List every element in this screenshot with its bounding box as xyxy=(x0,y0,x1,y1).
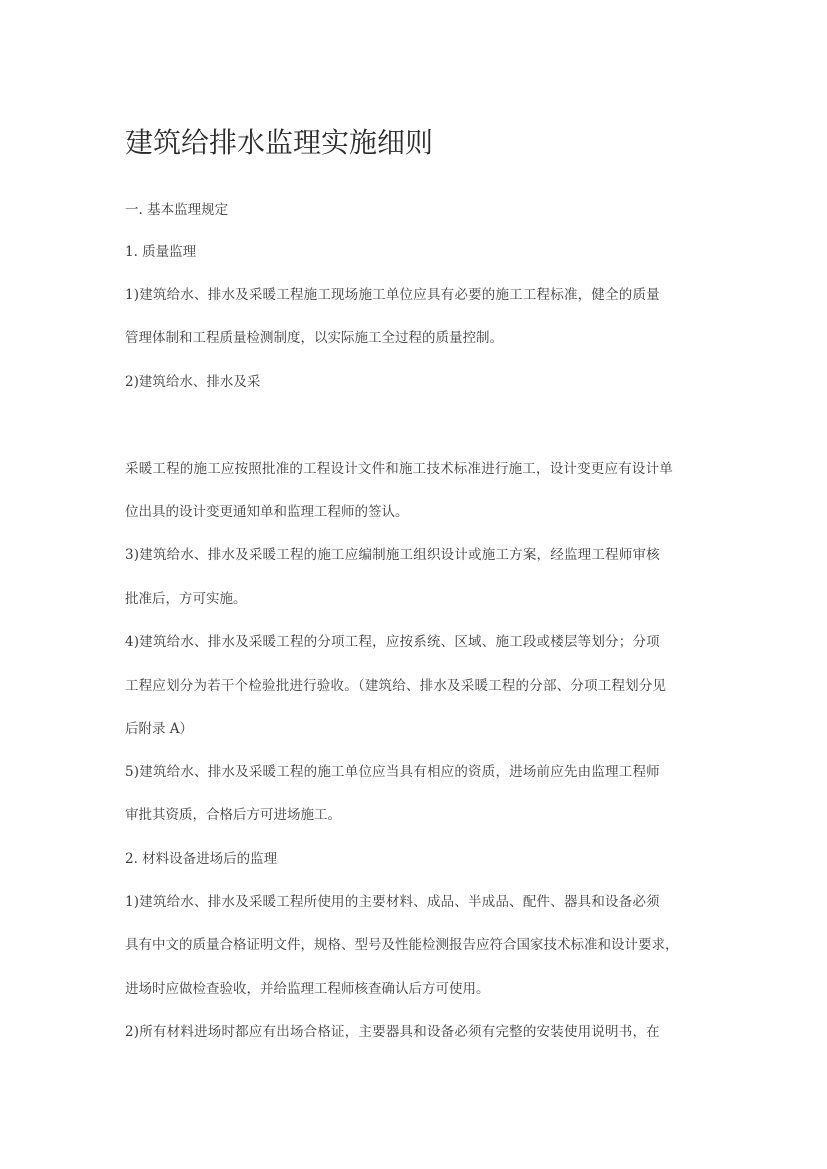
paragraph-line: 2)建筑给水、排水及采 xyxy=(125,374,261,390)
paragraph-line: 4)建筑给水、排水及采暖工程的分项工程，应按系统、区域、施工段或楼层等划分；分项 xyxy=(125,634,660,650)
paragraph-line: 1)建筑给水、排水及采暖工程施工现场施工单位应具有必要的施工工程标准，健全的质量 xyxy=(125,287,660,303)
document-title: 建筑给排水监理实施细则 xyxy=(125,125,434,159)
subsection-heading-materials: 2. 材料设备进场后的监理 xyxy=(125,851,278,867)
paragraph-line: 批准后，方可实施。 xyxy=(125,591,247,607)
paragraph-line: 1)建筑给水、排水及采暖工程所使用的主要材料、成品、半成品、配件、器具和设备必须 xyxy=(125,894,660,910)
subsection-heading-quality: 1. 质量监理 xyxy=(125,244,197,260)
paragraph-line: 2)所有材料进场时都应有出场合格证，主要器具和设备必须有完整的安装使用说明书，在 xyxy=(125,1024,660,1040)
paragraph-line: 采暖工程的施工应按照批准的工程设计文件和施工技术标准进行施工，设计变更应有设计单 xyxy=(125,461,673,477)
paragraph-line: 工程应划分为若干个检验批进行验收。（建筑给、排水及采暖工程的分部、分项工程划分见 xyxy=(125,678,667,694)
paragraph-line: 具有中文的质量合格证明文件，规格、型号及性能检测报告应符合国家技术标准和设计要求， xyxy=(125,937,679,953)
paragraph-line: 位出具的设计变更通知单和监理工程师的签认。 xyxy=(125,504,409,520)
paragraph-line: 管理体制和工程质量检测制度，以实际施工全过程的质量控制。 xyxy=(125,330,503,346)
paragraph-line: 进场时应做检查验收，并给监理工程师核查确认后方可使用。 xyxy=(125,981,490,997)
section-heading-basic-rules: 一. 基本监理规定 xyxy=(125,202,229,218)
paragraph-line: 审批其资质，合格后方可进场施工。 xyxy=(125,807,341,823)
paragraph-line: 后附录 A） xyxy=(125,721,194,737)
paragraph-line: 5)建筑给水、排水及采暖工程的施工单位应当具有相应的资质，进场前应先由监理工程师 xyxy=(125,764,660,780)
paragraph-line: 3)建筑给水、排水及采暖工程的施工应编制施工组织设计或施工方案，经监理工程师审核 xyxy=(125,547,660,563)
